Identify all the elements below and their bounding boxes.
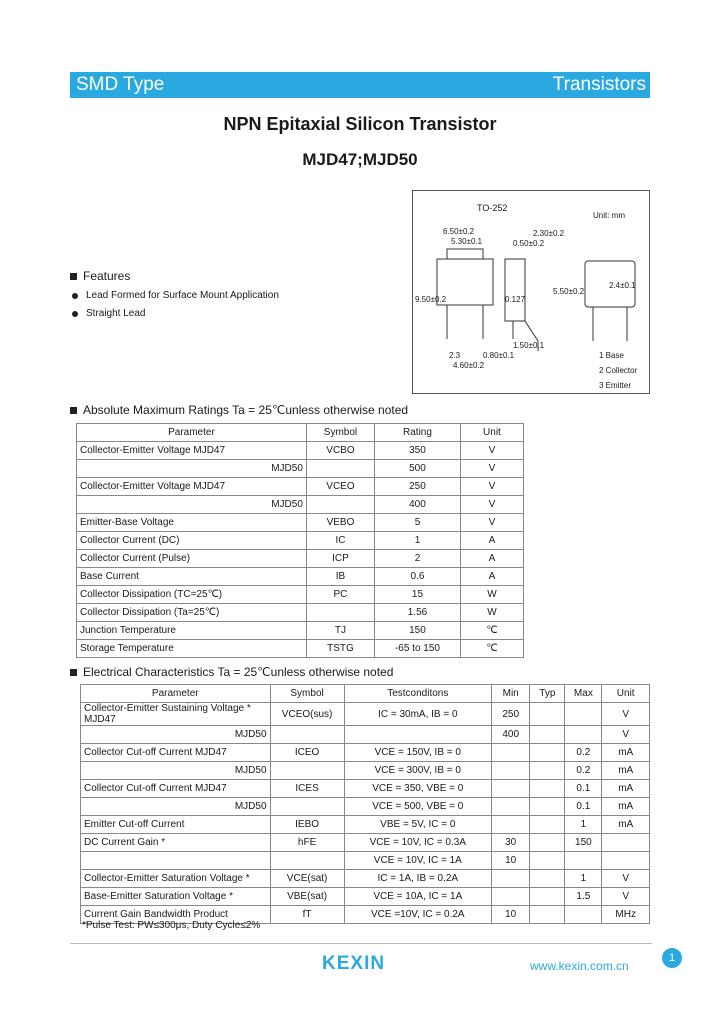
- doc-title: NPN Epitaxial Silicon Transistor: [223, 114, 497, 134]
- table-cell: [306, 496, 374, 514]
- table-cell: [565, 703, 602, 726]
- table-cell: ICEO: [270, 744, 344, 762]
- table-cell: 1: [375, 532, 461, 550]
- column-header: Parameter: [77, 424, 307, 442]
- table-cell: 0.1: [565, 798, 602, 816]
- dim-6: 5.50±0.2: [553, 287, 585, 296]
- table-cell: [530, 762, 565, 780]
- table-cell: mA: [602, 816, 650, 834]
- table-cell: IEBO: [270, 816, 344, 834]
- table-row: [77, 586, 524, 604]
- dim-7: 1.50±0.1: [513, 341, 545, 350]
- table-cell: 0.6: [375, 568, 461, 586]
- table-cell: [565, 726, 602, 744]
- table-cell: Collector-Emitter Voltage MJD47: [77, 478, 307, 496]
- table-cell: VEBO: [306, 514, 374, 532]
- table-cell: A: [460, 568, 523, 586]
- table-cell: Collector-Emitter Saturation Voltage *: [81, 870, 271, 888]
- table-cell: [491, 780, 529, 798]
- table-cell: VCE = 150V, IB = 0: [344, 744, 491, 762]
- column-header: Parameter: [81, 685, 271, 703]
- table-cell: 250: [375, 478, 461, 496]
- absmax-table: [76, 423, 524, 658]
- table-cell: 400: [375, 496, 461, 514]
- table-cell: ICES: [270, 780, 344, 798]
- table-cell: [530, 780, 565, 798]
- dim-9: 4.60±0.2: [453, 361, 485, 370]
- table-row: [77, 514, 524, 532]
- table-cell: W: [460, 586, 523, 604]
- table-cell: [270, 726, 344, 744]
- table-cell: Collector Current (DC): [77, 532, 307, 550]
- table-row: [77, 460, 524, 478]
- table-cell: [491, 816, 529, 834]
- table-cell: [565, 906, 602, 924]
- table-cell: Collector Dissipation (TC=25℃): [77, 586, 307, 604]
- table-cell: Collector Cut-off Current MJD47: [81, 780, 271, 798]
- table-cell: mA: [602, 780, 650, 798]
- table-cell: TSTG: [306, 640, 374, 658]
- table-cell: 10: [491, 906, 529, 924]
- elec-heading: Electrical Characteristics Ta = 25℃unless otherwise noted: [70, 665, 393, 679]
- column-header: Unit: [602, 685, 650, 703]
- table-cell: VCE = 10A, IC = 1A: [344, 888, 491, 906]
- table-cell: TJ: [306, 622, 374, 640]
- table-cell: 250: [491, 703, 529, 726]
- table-row: [77, 478, 524, 496]
- table-row: [77, 532, 524, 550]
- table-row: [81, 703, 650, 726]
- table-row: [81, 834, 650, 852]
- page-number: 1: [662, 948, 682, 968]
- table-cell: VCE(sat): [270, 870, 344, 888]
- absmax-heading: Absolute Maximum Ratings Ta = 25℃unless otherwise noted: [70, 403, 408, 417]
- table-cell: Emitter-Base Voltage: [77, 514, 307, 532]
- table-cell: 400: [491, 726, 529, 744]
- table-cell: ℃: [460, 622, 523, 640]
- table-cell: V: [602, 726, 650, 744]
- table-cell: 0.1: [565, 780, 602, 798]
- table-cell: MJD50: [77, 460, 307, 478]
- table-row: [81, 744, 650, 762]
- table-cell: [491, 762, 529, 780]
- table-cell: ℃: [460, 640, 523, 658]
- table-cell: [81, 852, 271, 870]
- square-bullet-icon: [70, 273, 77, 280]
- column-header: Rating: [375, 424, 461, 442]
- table-cell: [344, 726, 491, 744]
- package-unit: Unit: mm: [593, 211, 625, 220]
- table-cell: VBE(sat): [270, 888, 344, 906]
- table-cell: A: [460, 532, 523, 550]
- table-cell: Junction Temperature: [77, 622, 307, 640]
- table-cell: MJD50: [81, 798, 271, 816]
- table-cell: [602, 852, 650, 870]
- table-cell: fT: [270, 906, 344, 924]
- column-header: Max: [565, 685, 602, 703]
- table-cell: Current Gain Bandwidth Product: [81, 906, 271, 924]
- table-row: [81, 870, 650, 888]
- table-cell: VCE = 10V, IC = 0.3A: [344, 834, 491, 852]
- footer-divider: [70, 943, 652, 944]
- table-cell: VCE = 500, VBE = 0: [344, 798, 491, 816]
- table-cell: Collector Dissipation (Ta=25℃): [77, 604, 307, 622]
- table-cell: Collector-Emitter Sustaining Voltage * MJD47: [81, 703, 271, 726]
- features-heading: Features: [70, 269, 130, 283]
- table-cell: [491, 870, 529, 888]
- table-cell: IC = 30mA, IB = 0: [344, 703, 491, 726]
- column-header: Symbol: [270, 685, 344, 703]
- table-cell: Collector-Emitter Voltage MJD47: [77, 442, 307, 460]
- dim-3: 0.50±0.2: [513, 239, 545, 248]
- table-cell: VCBO: [306, 442, 374, 460]
- table-cell: VCE =10V, IC = 0.2A: [344, 906, 491, 924]
- dim-11: 2.4±0.1: [609, 281, 636, 290]
- table-cell: [530, 703, 565, 726]
- table-row: [81, 780, 650, 798]
- table-cell: [565, 852, 602, 870]
- table-cell: VCEO: [306, 478, 374, 496]
- table-cell: VCE = 10V, IC = 1A: [344, 852, 491, 870]
- table-cell: 0.2: [565, 762, 602, 780]
- table-cell: [530, 798, 565, 816]
- table-row: [77, 442, 524, 460]
- table-cell: VCEO(sus): [270, 703, 344, 726]
- column-header: Symbol: [306, 424, 374, 442]
- table-cell: V: [602, 888, 650, 906]
- header-banner: [70, 72, 650, 98]
- table-cell: 0.2: [565, 744, 602, 762]
- table-cell: MJD50: [77, 496, 307, 514]
- table-cell: [491, 798, 529, 816]
- table-row: [77, 622, 524, 640]
- table-cell: [491, 744, 529, 762]
- table-cell: [530, 834, 565, 852]
- footnote: *Pulse Test: PW≤300μs, Duty Cycle≤2%: [82, 920, 261, 931]
- dot-bullet-icon: [72, 293, 78, 299]
- dim-0: 6.50±0.2: [443, 227, 475, 236]
- table-cell: [602, 834, 650, 852]
- table-cell: V: [460, 514, 523, 532]
- table-cell: MHz: [602, 906, 650, 924]
- package-outline-svg: [413, 191, 651, 395]
- table-cell: [270, 798, 344, 816]
- table-row: [77, 568, 524, 586]
- dot-bullet-icon: [72, 311, 78, 317]
- table-cell: VCE = 300V, IB = 0: [344, 762, 491, 780]
- table-cell: -65 to 150: [375, 640, 461, 658]
- table-cell: [530, 726, 565, 744]
- table-row: [81, 762, 650, 780]
- table-cell: [270, 762, 344, 780]
- table-cell: 15: [375, 586, 461, 604]
- table-row: [77, 550, 524, 568]
- feature-item: Straight Lead: [72, 308, 146, 319]
- dim-5: 0.127: [505, 295, 526, 304]
- table-row: [81, 726, 650, 744]
- dim-1: 5.30±0.1: [451, 237, 483, 246]
- table-cell: 150: [375, 622, 461, 640]
- dim-4: 9.50±0.2: [415, 295, 447, 304]
- part-number: MJD47;MJD50: [302, 150, 418, 169]
- table-cell: 350: [375, 442, 461, 460]
- table-cell: Base Current: [77, 568, 307, 586]
- table-cell: A: [460, 550, 523, 568]
- table-cell: 10: [491, 852, 529, 870]
- table-cell: [530, 744, 565, 762]
- table-cell: VBE = 5V, IC = 0: [344, 816, 491, 834]
- table-cell: PC: [306, 586, 374, 604]
- table-cell: [270, 852, 344, 870]
- column-header: Testconditons: [344, 685, 491, 703]
- legend-emitter: 3 Emitter: [599, 381, 632, 390]
- table-cell: V: [602, 703, 650, 726]
- table-row: [77, 640, 524, 658]
- table-cell: 2: [375, 550, 461, 568]
- table-cell: W: [460, 604, 523, 622]
- square-bullet-icon: [70, 669, 77, 676]
- table-cell: hFE: [270, 834, 344, 852]
- table-cell: 1.56: [375, 604, 461, 622]
- table-cell: Collector Cut-off Current MJD47: [81, 744, 271, 762]
- table-cell: [530, 888, 565, 906]
- table-cell: mA: [602, 798, 650, 816]
- table-cell: [530, 870, 565, 888]
- table-cell: ICP: [306, 550, 374, 568]
- header-left: SMD Type: [76, 74, 165, 95]
- dim-8: 2.3: [449, 351, 461, 360]
- table-cell: DC Current Gain *: [81, 834, 271, 852]
- table-cell: V: [460, 460, 523, 478]
- table-cell: 150: [565, 834, 602, 852]
- square-bullet-icon: [70, 407, 77, 414]
- table-cell: 1: [565, 870, 602, 888]
- table-cell: [530, 906, 565, 924]
- footer-url[interactable]: www.kexin.com.cn: [530, 959, 629, 973]
- table-cell: [491, 888, 529, 906]
- table-cell: mA: [602, 762, 650, 780]
- table-cell: MJD50: [81, 726, 271, 744]
- table-cell: 1: [565, 816, 602, 834]
- table-row: [77, 496, 524, 514]
- column-header: Min: [491, 685, 529, 703]
- table-row: [81, 798, 650, 816]
- dim-10: 0.80±0.1: [483, 351, 515, 360]
- table-cell: IC: [306, 532, 374, 550]
- kexin-logo: KEXIN: [322, 953, 386, 974]
- legend-base: 1 Base: [599, 351, 624, 360]
- table-cell: [306, 604, 374, 622]
- package-drawing: [412, 190, 650, 394]
- table-row: [81, 816, 650, 834]
- table-cell: VCE = 350, VBE = 0: [344, 780, 491, 798]
- table-cell: IC = 1A, IB = 0.2A: [344, 870, 491, 888]
- table-header-row: [77, 424, 524, 442]
- table-cell: Storage Temperature: [77, 640, 307, 658]
- table-cell: [306, 460, 374, 478]
- table-cell: MJD50: [81, 762, 271, 780]
- table-cell: V: [602, 870, 650, 888]
- table-cell: V: [460, 442, 523, 460]
- table-cell: Collector Current (Pulse): [77, 550, 307, 568]
- table-row: [77, 604, 524, 622]
- table-header-row: [81, 685, 650, 703]
- legend-collector: 2 Collector: [599, 366, 638, 375]
- table-row: [81, 888, 650, 906]
- table-cell: 1.5: [565, 888, 602, 906]
- column-header: Unit: [460, 424, 523, 442]
- table-cell: mA: [602, 744, 650, 762]
- table-cell: 500: [375, 460, 461, 478]
- elec-table: [80, 684, 650, 924]
- package-name: TO-252: [477, 203, 508, 213]
- table-cell: [530, 852, 565, 870]
- column-header: Typ: [530, 685, 565, 703]
- header-right: Transistors: [552, 74, 646, 95]
- table-cell: Emitter Cut-off Current: [81, 816, 271, 834]
- feature-item: Lead Formed for Surface Mount Application: [72, 290, 279, 301]
- table-cell: [530, 816, 565, 834]
- table-cell: V: [460, 478, 523, 496]
- table-cell: V: [460, 496, 523, 514]
- table-cell: 30: [491, 834, 529, 852]
- table-cell: Base-Emitter Saturation Voltage *: [81, 888, 271, 906]
- table-cell: 5: [375, 514, 461, 532]
- table-cell: IB: [306, 568, 374, 586]
- dim-2: 2.30±0.2: [533, 229, 565, 238]
- table-row: [81, 852, 650, 870]
